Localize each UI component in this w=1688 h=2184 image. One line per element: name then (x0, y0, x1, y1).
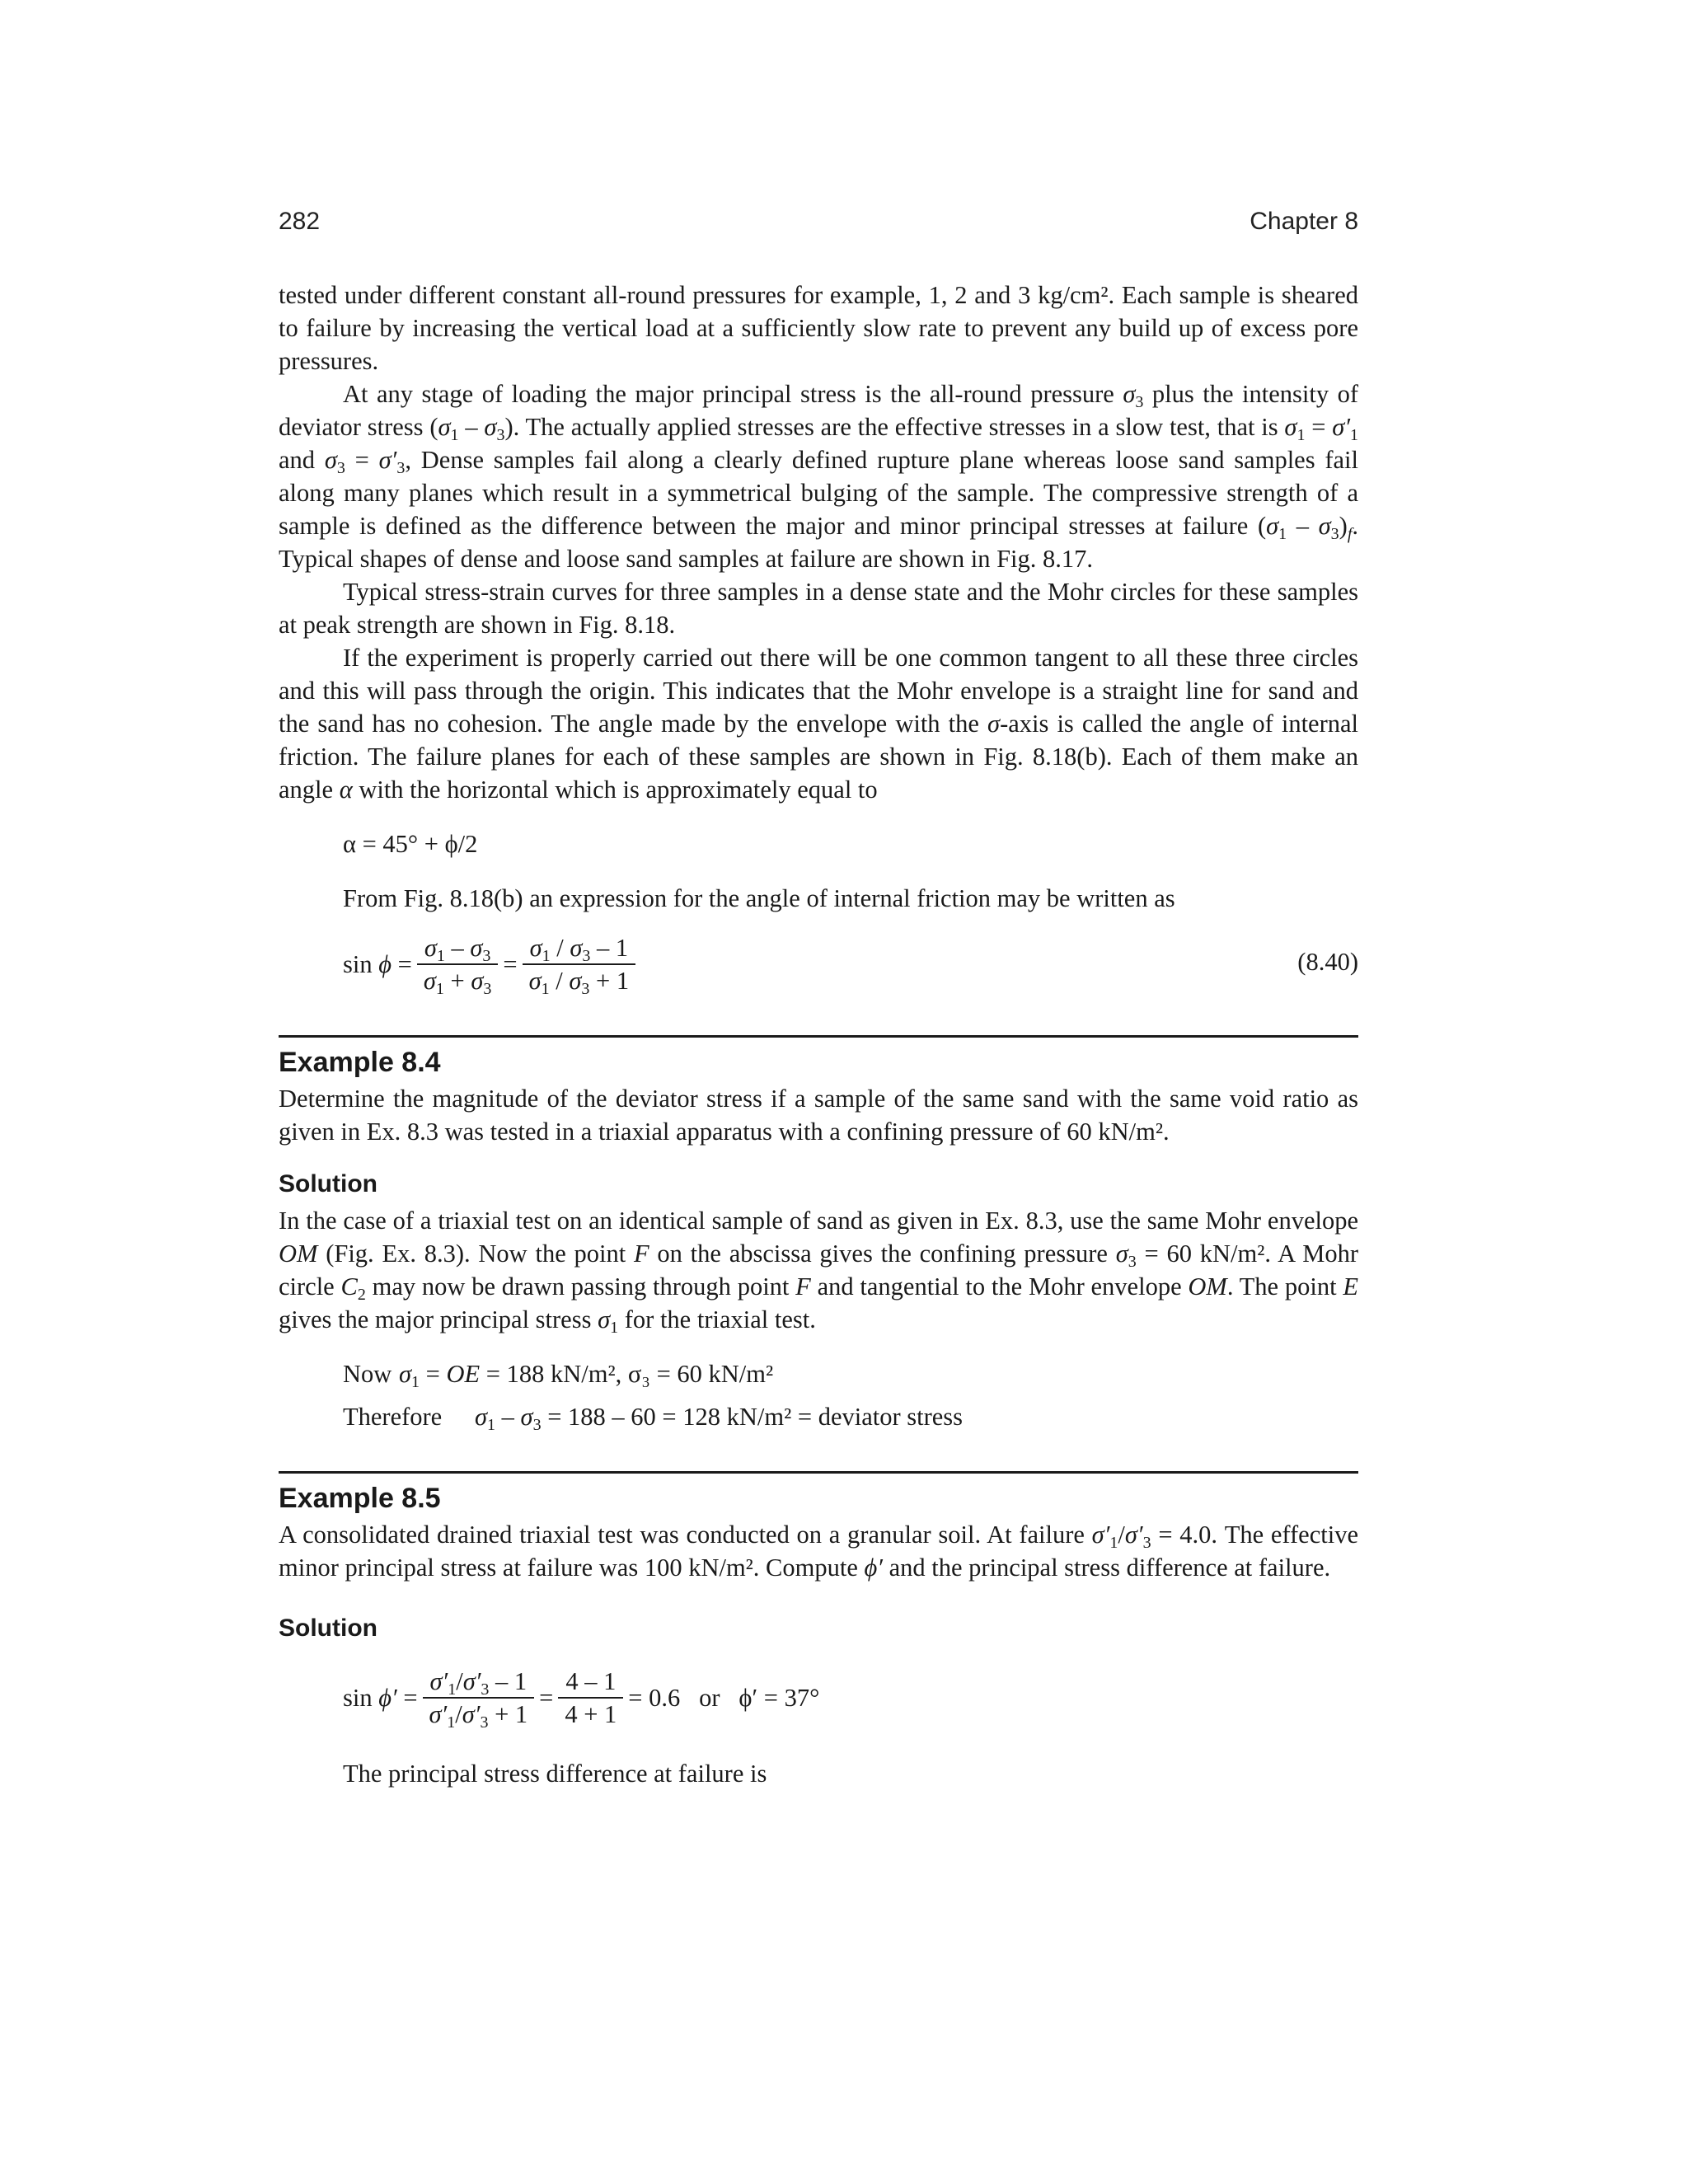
solution-heading: Solution (279, 1615, 377, 1642)
paragraph-4: If the experiment is properly carried out there will be one common tangent to all these three circles and this will pass through the origin. This indicates that the Mohr envelope is a straight line for sand and the sand has no cohesion. The angle made by the envelope with the σ-axis is called the angle of internal friction. The failure planes for each of these samples are shown in Fig. 8.18(b). Each of them make an angle α with the horizontal which is approximately equal to (279, 644, 1358, 804)
chapter-label: Chapter 8 (1250, 208, 1358, 235)
fraction-2: $\frac{\sigma_1 / \sigma_3 - 1}{\sigma_1 / \sigma_3 + 1}$ (523, 932, 636, 996)
result: = 0.6 or ϕ′ = 37° (628, 1683, 820, 1712)
now-line: Now $\sigma_1$ = OE = 188 kN/m², σ₃ = 60 kN/m² (343, 1360, 774, 1391)
final-line: The principal stress difference at failure is (343, 1760, 767, 1788)
page-body (279, 279, 1358, 1790)
divider (279, 1035, 1358, 1038)
example-8-5-text: A consolidated drained triaxial test was conducted on a granular soil. At failure $\sigma'_1/\sigma'_3 = 4.0$. The effective minor principal stress at failure was 100 kN/m². Compute ϕ′ and the principal stress difference at failure. (279, 1521, 1358, 1582)
example-8-4-text: Determine the magnitude of the deviator stress if a sample of the same sand with the same void ratio as given in Ex. 8.3 was tested in a triaxial apparatus with a confining pressure of 60 kN/m². (279, 1085, 1358, 1146)
example-8-4-solution: In the case of a triaxial test on an identical sample of sand as given in Ex. 8.3, use the same Mohr envelope OM (Fig. Ex. 8.3). Now the point F on the abscissa gives the confining pressure $\sigma_3 = 60$ kN/m². A Mohr circle $C_2$ may now be drawn passing through point F and tangential to the Mohr envelope OM. The point E gives the major principal stress $\sigma_1$ for the triaxial test. (279, 1207, 1358, 1337)
example-8-5-title: Example 8.5 (279, 1483, 441, 1514)
divider (279, 1471, 1358, 1474)
fraction-4: $\frac{4 - 1}{4 + 1}$ (558, 1666, 623, 1730)
paragraph-3: Typical stress-strain curves for three samples in a dense state and the Mohr circles for these samples at peak strength are shown in Fig. 8.18. (279, 578, 1358, 639)
sin-phi-equation: sin ϕ′ = $\frac{\sigma'_1/\sigma'_3 - 1}{\sigma'_1/\sigma'_3 + 1}$ = $\frac{4 - 1}{4 + 1}$ = 0.6 or ϕ′ = 37° (343, 1667, 820, 1732)
solution-heading: Solution (279, 1170, 377, 1197)
page-number: 282 (279, 208, 321, 235)
therefore-line: Therefore $\sigma_1 - \sigma_3 = 188 - 60 = 128$ kN/m² = deviator stress (343, 1403, 964, 1434)
paragraph-2: At any stage of loading the major principal stress is the all-round pressure $\sigma_3$ plus the intensity of deviator stress $(\sigma_1 - \sigma_3)$. The actually applied stresses are the effective stresses in a slow test, that is $\sigma_1 = \sigma'_1$ and $\sigma_3 = \sigma'_3$, Dense samples fail along a clearly defined rupture plane whereas loose sand samples fail along many planes which result in a symmetrical bulging of the sample. The compressive strength of a sample is defined as the difference between the major and minor principal stresses at failure $(\sigma_1 - \sigma_3)_f$. Typical shapes of dense and loose sand samples at failure are shown in Fig. 8.17. (279, 380, 1359, 573)
fraction-1: $\frac{\sigma_1 - \sigma_3}{\sigma_1 + \sigma_3}$ (417, 932, 499, 996)
alpha-equation: α = 45° + ϕ/2 (343, 830, 478, 858)
equation-8-40: sin ϕ = $\frac{\sigma_1 - \sigma_3}{\sigma_1 + \sigma_3}$ = $\frac{\sigma_1 / \sigma_3 - 1}{\sigma_1 / \sigma_3 + 1}$ (8.40) (343, 934, 1358, 998)
paragraph-1: tested under different constant all-round pressures for example, 1, 2 and 3 kg/cm². Each sample is sheared to failure by increasing the vertical load at a sufficiently slow rate to prevent any build up of excess pore pressures. (279, 281, 1358, 375)
example-8-4-title: Example 8.4 (279, 1047, 441, 1078)
equation-number: (8.40) (1297, 948, 1358, 976)
paragraph-5: From Fig. 8.18(b) an expression for the angle of internal friction may be written as (343, 884, 1175, 912)
fraction-3: $\frac{\sigma'_1/\sigma'_3 - 1}{\sigma'_1/\sigma'_3 + 1}$ (423, 1666, 535, 1730)
